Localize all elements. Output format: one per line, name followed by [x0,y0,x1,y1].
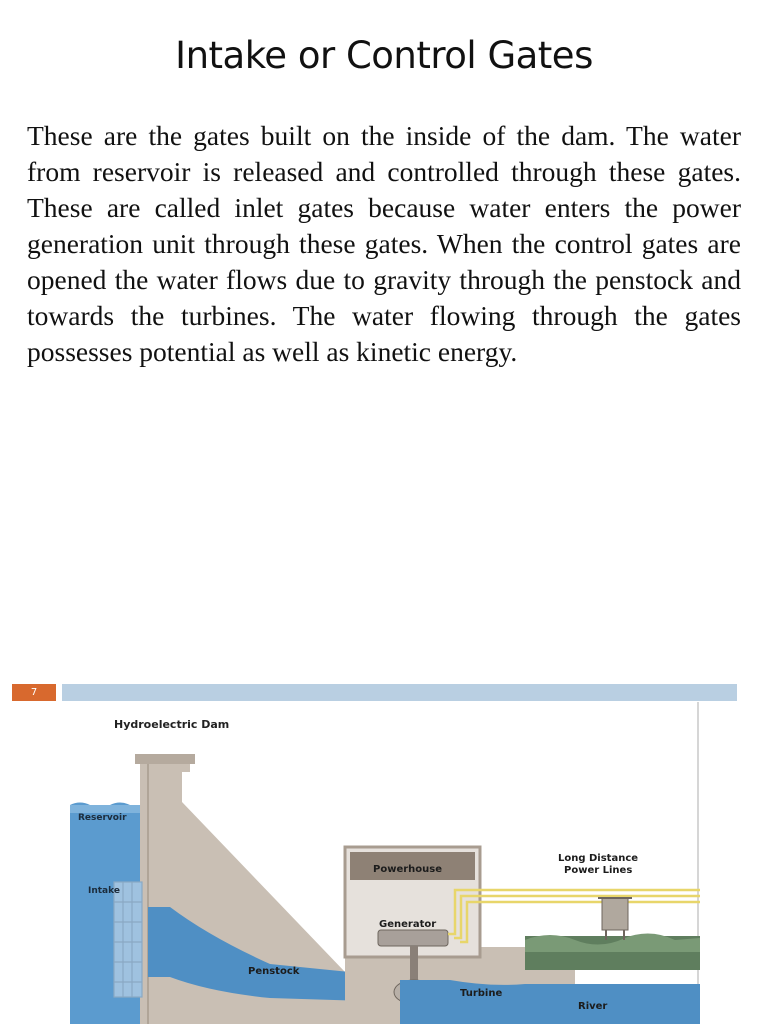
diagram-title: Hydroelectric Dam [114,718,230,731]
slide-number-badge: 7 [12,684,56,701]
intake-gate-grid [114,882,142,997]
body-paragraph: These are the gates built on the inside of the dam. The water from reservoir is released and controlled through these gates. These are called inlet gates because water enters the power generation unit through these gates. When the control gates are opened the water flows due to gravity through the penstock and towards the turbines. The water flowing through the gates possesses potential as well as kinetic energy. [27,120,741,367]
river-water [400,980,700,1024]
header-bar [62,684,737,701]
intake-label: Intake [88,886,120,896]
river-label: River [578,1001,608,1012]
hydroelectric-dam-diagram [70,702,700,1024]
reservoir-label: Reservoir [78,813,127,823]
turbine-label: Turbine [460,988,503,999]
dam-crest [135,754,195,764]
generator-label: Generator [379,919,437,930]
powerhouse-label: Powerhouse [373,864,442,875]
penstock-label: Penstock [248,966,300,977]
power-lines-label-1: Long Distance [558,853,639,864]
reservoir-surface [70,805,148,813]
power-lines-label-2: Power Lines [564,865,633,876]
slide-title: Intake or Control Gates [175,34,593,77]
generator [378,930,448,946]
